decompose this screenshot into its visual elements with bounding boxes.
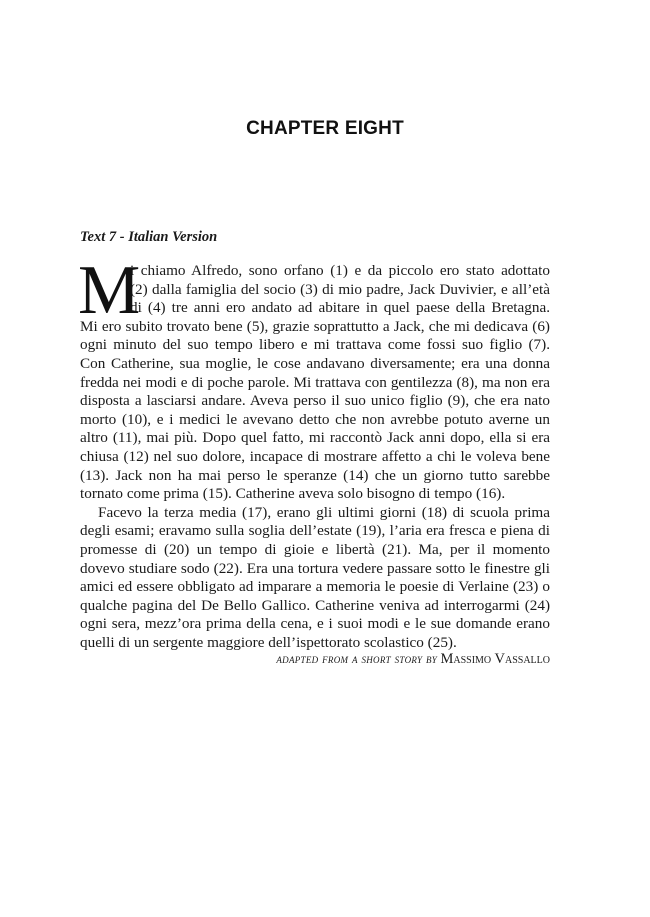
text-line: tornato come prima (15). Catherine aveva solo bisogno di tempo (16).: [80, 485, 506, 503]
text-line: chiusa (12) nel suo dolore, incapace di mostrare affetto a chi le voleva bene: [80, 447, 550, 465]
text-line: qualche pagina del De Bello Gallico. Catherine veniva ad interrogarmi (24): [80, 596, 550, 614]
text-line: ogni sera, mezz’ora prima della cena, e i suoi modi e le sue domande erano: [80, 615, 550, 633]
text-line: promesse di (20) un tempo di gioie e libertà (21). Ma, per il momento: [80, 540, 550, 558]
text-line: dovevo studiare sodo (22). Era una tortura vedere passare sotto le finestre gli: [80, 559, 550, 577]
attribution-lead: adapted from a short story by: [276, 651, 438, 666]
attribution: [276, 651, 550, 668]
attribution-author: Massimo Vassallo: [440, 651, 550, 667]
drop-cap: M: [78, 252, 141, 329]
text-line: (2) dalla famiglia del socio (3) di mio padre, Jack Duvivier, e all’età: [130, 280, 550, 298]
text-line: i chiamo Alfredo, sono orfano (1) e da piccolo ero stato adottato: [130, 262, 550, 279]
text-line: amici ed essere obbligato ad imparare a memoria le poesie di Verlaine (23) o: [80, 578, 550, 596]
text-line: disposta a lasciarsi andare. Aveva perso il suo unico figlio (9), che era nato: [80, 392, 550, 410]
text-line: fredda nei modi e di poche parole. Mi trattava con gentilezza (8), ma non era: [80, 373, 550, 391]
paragraph-2: [80, 504, 550, 653]
section-label: Text 7 - Italian Version: [80, 229, 218, 245]
text-line: Facevo la terza media (17), erano gli ultimi giorni (18) di scuola prima: [98, 503, 550, 521]
story-text: [78, 252, 550, 652]
text-line: Mi ero subito trovato bene (5), grazie soprattutto a Jack, che mi dedicava (6): [80, 317, 550, 335]
text-line: quelli di un sergente maggiore dell’ispettorato scolastico (25).: [80, 633, 457, 651]
text-line: (13). Jack non ha mai perso le speranze (14) che un giorno tutto sarebbe: [80, 466, 550, 484]
paragraph-1: [78, 252, 550, 504]
text-line: altro (11), mai più. Dopo quel fatto, mi raccontò Jack anni dopo, ella si era: [80, 429, 550, 447]
chapter-title: CHAPTER EIGHT: [246, 118, 404, 139]
text-line: degli esami; eravamo sulla soglia dell’estate (19), l’aria era fresca e piena di: [80, 522, 550, 540]
text-line: ogni minuto del suo tempo libero e mi trattava come fossi suo figlio (7).: [80, 336, 550, 354]
text-line: Con Catherine, sua moglie, le cose andavano diversamente; era una donna: [80, 354, 550, 372]
text-line: di (4) tre anni ero andato ad abitare in quel paese della Bretagna.: [130, 299, 550, 317]
text-line: morto (10), e i medici le avevano detto che non avrebbe potuto averne un: [80, 410, 550, 428]
